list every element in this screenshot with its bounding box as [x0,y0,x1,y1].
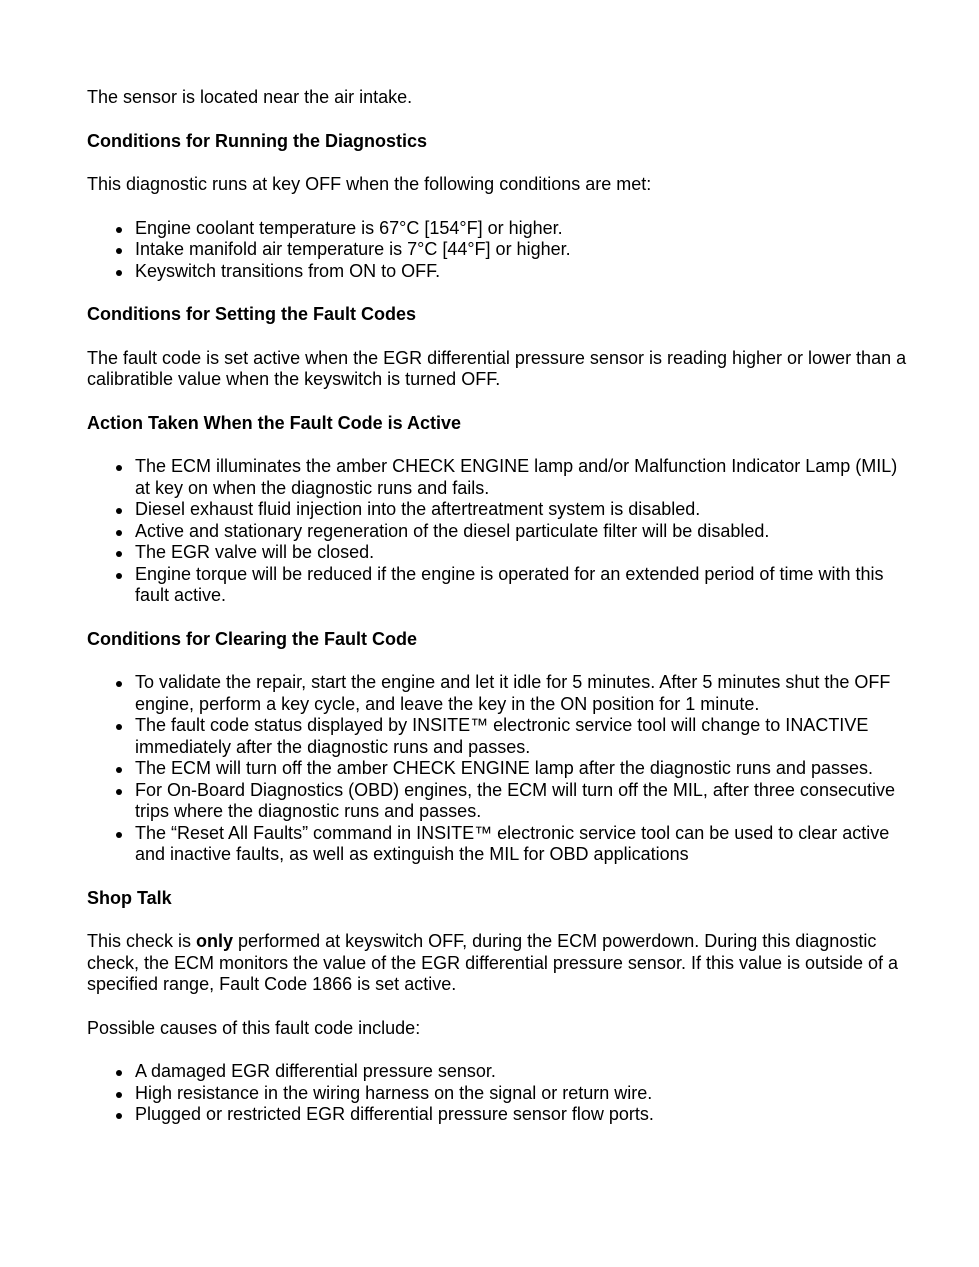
list-item: The ECM illuminates the amber CHECK ENGINE lamp and/or Malfunction Indicator Lamp (MIL) at key on when the diagnostic runs and fails. [87,456,907,499]
shop-talk-text-before: This check is [87,931,197,951]
clearing-list [87,672,907,866]
action-heading: Action Taken When the Fault Code is Active [87,412,462,433]
action-list [87,456,907,607]
list-item: Plugged or restricted EGR differential pressure sensor flow ports. [87,1104,907,1126]
list-item: For On-Board Diagnostics (OBD) engines, the ECM will turn off the MIL, after three consecutive trips where the diagnostic runs and passes. [87,780,907,823]
list-item: Engine torque will be reduced if the engine is operated for an extended period of time with this fault active. [87,564,907,607]
list-item: Intake manifold air temperature is 7°C [44°F] or higher. [87,239,907,261]
setting-heading: Conditions for Setting the Fault Codes [87,304,416,324]
list-item: The “Reset All Faults” command in INSITE™ electronic service tool can be used to clear active and inactive faults, as well as extinguish the MIL for OBD applications [87,823,907,866]
running-heading: Conditions for Running the Diagnostics [87,130,427,151]
setting-paragraph: The fault code is set active when the EGR differential pressure sensor is reading higher or lower than a calibratible value when the keyswitch is turned OFF. [87,347,907,389]
document-page [87,87,907,1148]
intro-paragraph: The sensor is located near the air intake. [87,87,413,107]
list-item: To validate the repair, start the engine and let it idle for 5 minutes. After 5 minutes shut the OFF engine, perform a key cycle, and leave the key in the ON position for 1 minute. [87,672,907,715]
clearing-heading: Conditions for Clearing the Fault Code [87,628,417,649]
list-item: High resistance in the wiring harness on the signal or return wire. [87,1083,907,1105]
running-conditions-list [87,218,907,283]
list-item: The ECM will turn off the amber CHECK ENGINE lamp after the diagnostic runs and passes. [87,758,907,780]
shop-talk-emphasis: only [196,931,234,951]
shop-talk-text-after: performed at keyswitch OFF, during the ECM powerdown. During this diagnostic check, the ECM monitors the value of the EGR differential pressure sensor. If this value is outside of a specified range, Fault Code 1866 is set active. [87,931,899,994]
list-item: The fault code status displayed by INSITE™ electronic service tool will change to INACTIVE immediately after the diagnostic runs and passes. [87,715,907,758]
causes-intro-paragraph: Possible causes of this fault code include: [87,1017,421,1038]
causes-list [87,1061,907,1126]
list-item: A damaged EGR differential pressure sensor. [87,1061,907,1083]
list-item: Keyswitch transitions from ON to OFF. [87,261,907,283]
shop-talk-paragraph [87,931,907,996]
list-item: Active and stationary regeneration of the diesel particulate filter will be disabled. [87,521,907,543]
list-item: The EGR valve will be closed. [87,542,907,564]
list-item: Diesel exhaust fluid injection into the aftertreatment system is disabled. [87,499,907,521]
list-item: Engine coolant temperature is 67°C [154°F] or higher. [87,218,907,240]
shop-talk-heading: Shop Talk [87,887,172,908]
running-paragraph: This diagnostic runs at key OFF when the following conditions are met: [87,174,652,194]
